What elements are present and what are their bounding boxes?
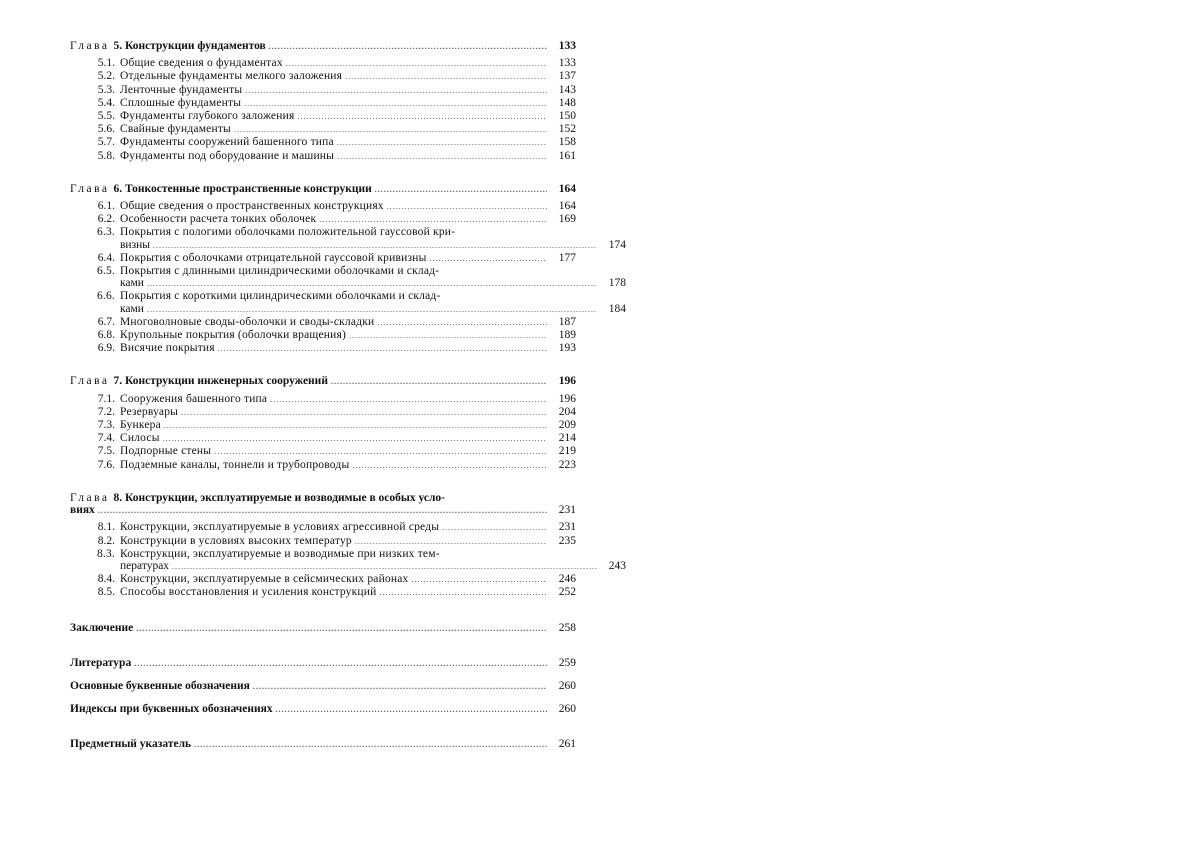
chapter-title: 7. Конструкции инженерных сооружений [113, 375, 328, 388]
page-number: 223 [558, 458, 576, 471]
toc-section-7-2[interactable] [70, 406, 576, 419]
chapter-title-line-2: виях [70, 504, 95, 517]
section-number: 6.8. [97, 329, 115, 342]
page-number: 178 [608, 277, 626, 290]
page-number: 261 [558, 738, 576, 751]
page-number: 152 [558, 123, 576, 136]
section-number: 6.2. [97, 213, 115, 226]
toc-subject-index[interactable] [70, 738, 576, 751]
leader-dots [270, 394, 547, 406]
leader-dots [430, 253, 548, 265]
leader-dots [153, 240, 597, 252]
toc-section-5-3[interactable] [70, 84, 576, 97]
section-number: 5.3. [97, 83, 115, 96]
section-number: 8.1. [97, 521, 115, 534]
page-number: 260 [558, 679, 576, 692]
section-title-line-1: Покрытия с длинными цилиндрическими оболочками и склад- [120, 265, 440, 278]
toc-section-5-7[interactable] [70, 136, 576, 149]
toc-section-6-6[interactable] [70, 290, 626, 315]
entry-title: Литература [70, 656, 132, 669]
leader-dots [297, 111, 547, 123]
section-number: 8.3. [96, 547, 115, 560]
toc-section-6-2[interactable] [70, 213, 576, 226]
section-title: Фундаменты глубокого заложения [120, 110, 295, 123]
toc-section-6-7[interactable] [70, 316, 576, 329]
toc-section-6-1[interactable] [70, 200, 576, 213]
leader-dots [253, 681, 547, 693]
chapter-label: Глава [70, 40, 110, 52]
page-number: 231 [558, 504, 576, 517]
chapter-title: 5. Конструкции фундаментов [113, 40, 266, 52]
leader-dots [134, 658, 547, 670]
toc-section-7-6[interactable] [70, 459, 576, 472]
section-title: Многоволновые своды-оболочки и своды-складки [120, 315, 375, 328]
section-title: Особенности расчета тонких оболочек [120, 213, 317, 226]
leader-dots [355, 536, 547, 548]
section-title-line-2: ками [120, 302, 144, 315]
leader-dots [337, 137, 547, 149]
page-number: 231 [558, 521, 576, 534]
page-number: 258 [558, 621, 576, 634]
section-title: Резервуары [120, 405, 179, 418]
leader-dots [377, 317, 547, 329]
page-number: 137 [558, 70, 576, 83]
chapter-8-entry[interactable] [70, 492, 576, 517]
page-number: 209 [558, 419, 576, 432]
section-title: Фундаменты под оборудование и машины [120, 149, 335, 162]
leader-dots [147, 278, 597, 290]
leader-dots [375, 184, 547, 196]
toc-literature[interactable] [70, 657, 576, 670]
page-number: 150 [558, 110, 576, 123]
section-number: 7.5. [97, 445, 115, 458]
section-title: Общие сведения о пространственных конструкциях [120, 200, 384, 213]
section-title: Подпорные стены [120, 445, 212, 458]
leader-dots [379, 587, 547, 599]
page-number: 161 [558, 149, 576, 162]
section-number: 5.1. [97, 57, 115, 70]
page-number: 196 [558, 375, 576, 388]
section-title: Сооружения башенного типа [120, 392, 268, 405]
leader-dots [387, 201, 547, 213]
toc-section-6-3[interactable] [70, 226, 626, 251]
page-number: 164 [558, 200, 576, 213]
page-number: 184 [608, 302, 626, 315]
leader-dots [352, 460, 547, 472]
leader-dots [136, 623, 547, 635]
page-number: 133 [558, 40, 576, 52]
section-number: 8.2. [97, 534, 115, 547]
page-number: 260 [558, 703, 576, 716]
page-number: 204 [558, 405, 576, 418]
page-number: 158 [558, 136, 576, 149]
toc-section-5-4[interactable] [70, 97, 576, 110]
toc-section-6-8[interactable] [70, 329, 576, 342]
section-number: 6.6. [96, 290, 115, 303]
section-number: 7.4. [97, 432, 115, 445]
leader-dots [164, 420, 547, 432]
leader-dots [319, 214, 547, 226]
toc-section-8-3[interactable] [70, 547, 626, 573]
leader-dots [286, 58, 547, 70]
toc-section-5-6[interactable] [70, 123, 576, 136]
leader-dots [194, 739, 547, 751]
entry-title: Индексы при буквенных обозначениях [70, 703, 273, 716]
page-number: 164 [558, 182, 576, 195]
toc-indices[interactable] [70, 703, 576, 716]
chapter-7-entry[interactable] [70, 375, 576, 388]
leader-dots [442, 522, 547, 534]
leader-dots [337, 151, 547, 163]
leader-dots [269, 41, 547, 53]
page-number: 214 [558, 432, 576, 445]
leader-dots [172, 561, 597, 573]
chapter-5-entry[interactable] [70, 40, 576, 53]
section-title-line-1: Покрытия с короткими цилиндрическими оболочками и склад- [120, 290, 441, 303]
toc-section-5-1[interactable] [70, 57, 576, 70]
chapter-label: Глава [70, 375, 110, 388]
section-title-line-2: визны [120, 238, 151, 251]
page-number: 177 [558, 251, 576, 264]
page-number: 187 [558, 315, 576, 328]
page-number: 196 [558, 392, 576, 405]
section-title: Бункера [120, 419, 161, 432]
section-title: Покрытия с оболочками отрицательной гауссовой кривизны [120, 251, 427, 264]
toc-symbols[interactable] [70, 680, 576, 693]
page-number: 252 [558, 586, 576, 599]
section-title: Общие сведения о фундаментах [120, 57, 283, 70]
toc-section-7-1[interactable] [70, 393, 576, 406]
page-number: 235 [558, 534, 576, 547]
toc-section-7-4[interactable] [70, 432, 576, 445]
leader-dots [276, 704, 547, 716]
toc-section-6-5[interactable] [70, 265, 626, 290]
section-number: 6.5. [96, 265, 115, 278]
section-title: Конструкции в условиях высоких температур [120, 534, 352, 547]
leader-dots [244, 98, 547, 110]
section-title-line-2: ками [120, 277, 144, 290]
section-title-line-2: пературах [120, 559, 170, 572]
section-number: 5.2. [97, 70, 115, 83]
section-number: 7.6. [97, 458, 115, 471]
page-number: 246 [558, 573, 576, 586]
section-number: 5.6. [97, 123, 115, 136]
table-of-contents [70, 40, 626, 752]
toc-section-6-4[interactable] [70, 252, 576, 265]
page-number: 143 [558, 83, 576, 96]
section-title: Силосы [120, 432, 160, 445]
leader-dots [181, 407, 547, 419]
section-number: 7.3. [97, 419, 115, 432]
toc-section-8-5[interactable] [70, 586, 576, 599]
chapter-label: Глава [70, 182, 110, 195]
toc-section-5-5[interactable] [70, 110, 576, 123]
section-title: Фундаменты сооружений башенного типа [120, 136, 334, 149]
section-number: 5.4. [97, 96, 115, 109]
leader-dots [98, 505, 547, 517]
leader-dots [345, 71, 547, 83]
section-number: 6.9. [97, 342, 115, 355]
page-number: 189 [558, 329, 576, 342]
section-number: 7.2. [97, 405, 115, 418]
entry-title: Предметный указатель [70, 738, 192, 751]
page-number: 148 [558, 96, 576, 109]
section-number: 5.7. [97, 136, 115, 149]
leader-dots [234, 124, 547, 136]
section-title-line-1: Покрытия с пологими оболочками положительной гауссовой кри- [120, 226, 456, 239]
chapter-label: Глава [70, 491, 110, 504]
page-number: 193 [558, 342, 576, 355]
leader-dots [349, 330, 547, 342]
section-title: Свайные фундаменты [120, 123, 231, 136]
leader-dots [411, 574, 547, 586]
section-number: 8.5. [97, 586, 115, 599]
section-title: Подземные каналы, тоннели и трубопроводы [120, 458, 350, 471]
section-title: Конструкции, эксплуатируемые в сейсмических районах [120, 573, 409, 586]
page-number: 259 [558, 656, 576, 669]
section-number: 7.1. [97, 392, 115, 405]
page-number: 174 [608, 238, 626, 251]
leader-dots [147, 304, 597, 316]
toc-section-8-4[interactable] [70, 573, 576, 586]
section-title: Крупольные покрытия (оболочки вращения) [120, 329, 347, 342]
page-number: 133 [558, 57, 576, 70]
toc-section-6-9[interactable] [70, 342, 576, 355]
entry-title: Основные буквенные обозначения [70, 679, 250, 692]
entry-title: Заключение [70, 621, 134, 634]
section-number: 6.4. [97, 251, 115, 264]
section-title: Способы восстановления и усиления конструкций [120, 586, 377, 599]
section-number: 5.8. [97, 149, 115, 162]
section-number: 6.1. [97, 200, 115, 213]
section-title: Отдельные фундаменты мелкого заложения [120, 70, 343, 83]
leader-dots [245, 85, 547, 97]
page-number: 243 [608, 559, 626, 572]
section-title: Ленточные фундаменты [120, 83, 243, 96]
section-title: Сплошные фундаменты [120, 96, 242, 109]
chapter-6-entry[interactable] [70, 183, 576, 196]
section-number: 5.5. [97, 110, 115, 123]
toc-section-5-8[interactable] [70, 150, 576, 163]
chapter-title-line-1: 8. Конструкции, эксплуатируемые и возводимые в особых усло- [113, 491, 446, 504]
section-title: Висячие покрытия [120, 342, 215, 355]
section-number: 6.7. [97, 315, 115, 328]
toc-conclusion[interactable] [70, 622, 576, 635]
leader-dots [331, 376, 547, 388]
section-title-line-1: Конструкции, эксплуатируемые и возводимые при низких тем- [120, 547, 440, 560]
page-number: 219 [558, 445, 576, 458]
page-number: 169 [558, 213, 576, 226]
section-title: Конструкции, эксплуатируемые в условиях агрессивной среды [120, 521, 440, 534]
toc-section-8-1[interactable] [70, 521, 576, 534]
leader-dots [218, 343, 547, 355]
leader-dots [214, 446, 547, 458]
chapter-title: 6. Тонкостенные пространственные конструкции [113, 182, 372, 195]
leader-dots [163, 433, 547, 445]
section-number: 8.4. [97, 573, 115, 586]
section-number: 6.3. [96, 226, 115, 239]
toc-section-7-5[interactable] [70, 445, 576, 458]
toc-section-8-2[interactable] [70, 535, 576, 548]
toc-section-7-3[interactable] [70, 419, 576, 432]
toc-section-5-2[interactable] [70, 70, 576, 83]
